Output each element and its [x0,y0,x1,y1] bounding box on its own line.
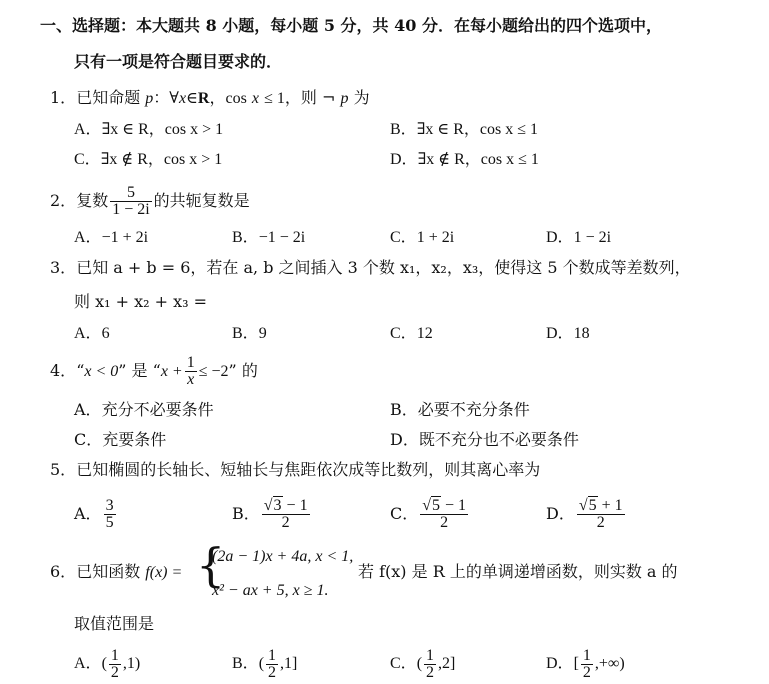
option-fraction [577,498,625,531]
option-label: B． [232,229,259,246]
question-4 [50,354,258,389]
q5-option-d[interactable] [546,496,627,532]
option-text: ∃x ∈ R，cos x ≤ 1 [416,121,538,138]
sqrt-sign: √ [578,497,588,514]
option-text: ∃x ∈ R，cos x > 1 [101,121,224,138]
radicand: 5 [432,497,441,514]
q1-x2: x [251,90,260,107]
frac-num [577,498,625,515]
q2-frac-den: 1 − 2i [112,201,150,218]
q5-option-c[interactable] [390,496,470,532]
q4-expr-pre: x + [160,363,183,380]
q4-option-b[interactable] [390,400,530,420]
option-fraction [109,648,121,681]
option-text: 既不充分也不必要条件 [418,430,579,449]
q6-case-2: x² − ax + 5, x ≥ 1. [212,582,329,599]
option-text: ∃x ∉ R，cos x > 1 [100,151,223,168]
option-label: A． [74,229,102,246]
q1-pre: 已知命题 [76,88,141,107]
q1-x: x [178,90,187,107]
option-fraction [266,648,278,681]
q6-post: 若 f(x) 是 R 上的单调递增函数，则实数 a 的 [358,562,678,581]
frac-num: 3 [105,497,114,514]
q2-frac-num: 5 [110,185,151,202]
option-label: B． [232,504,260,523]
q2-option-a[interactable] [74,228,148,248]
q2-option-d[interactable] [546,228,611,248]
q3-number: 3． [50,258,77,277]
option-label: C． [390,229,417,246]
interval-open: [ [573,655,579,672]
q1-then: ，则 ¬ [284,88,336,107]
frac-num: 1 [268,646,277,664]
option-fraction [262,498,310,531]
option-label: A． [74,400,102,419]
radicand: 5 [588,497,597,514]
q4-frac-den: x [187,371,195,388]
question-6 [50,562,182,583]
option-label: D． [390,430,419,449]
q1-cos: cos [225,90,247,107]
option-label: D． [546,504,575,523]
question-1 [50,88,370,109]
frac-num [420,498,468,515]
option-label: C． [74,430,103,449]
frac-num: 1 [110,646,119,664]
q4-option-d[interactable] [390,430,579,450]
q1-tail: 为 [353,88,370,107]
q6-brace: { [196,538,226,592]
q1-in: ∈ [186,90,198,107]
q4-number: 4． [50,361,77,380]
option-text: 1 + 2i [416,229,455,246]
q2-post: 的共轭复数是 [153,191,250,210]
frac-rest: − 1 [282,497,308,514]
q5-option-a[interactable] [74,496,118,532]
option-label: D． [546,655,574,672]
frac-den: 2 [440,514,449,531]
question-3 [50,258,691,278]
frac-den: 2 [582,663,591,681]
interval-close: ,1] [280,655,298,672]
q2-fraction [110,185,151,218]
q4-option-a[interactable] [74,400,214,420]
q5-number: 5． [50,460,77,479]
question-5 [50,460,540,480]
q6-option-c[interactable] [390,646,455,682]
option-label: B． [232,325,259,342]
interval-open: ( [416,655,423,672]
q6-option-a[interactable] [74,646,140,682]
q4-fraction [185,355,197,388]
q1-cond: ≤ 1 [264,90,285,107]
q1-prop: p [145,90,154,107]
q2-number: 2． [50,191,77,210]
option-text: −1 − 2i [258,229,306,246]
interval-close: ,2] [438,655,456,672]
q1-option-b[interactable] [390,120,538,140]
option-text: 18 [573,325,590,342]
option-fraction [104,498,116,531]
q6-option-b[interactable] [232,646,297,682]
option-text: 6 [101,325,110,342]
interval-close: ,1) [122,655,141,672]
q4-frac-num: 1 [186,354,195,371]
q5-option-b[interactable] [232,496,312,532]
interval-open: ( [101,655,107,672]
frac-num: 1 [582,646,591,664]
q5-text: 已知椭圆的长轴长、短轴长与焦距依次成等比数列，则其离心率为 [76,460,541,479]
option-label: B． [390,400,418,419]
q6-option-d[interactable] [546,646,625,682]
q1-p2: p [340,90,349,107]
option-text: 充分不必要条件 [101,400,214,419]
q3-option-c[interactable] [390,324,433,344]
option-text: 12 [416,325,433,342]
q3-option-a[interactable] [74,324,110,344]
frac-rest: − 1 [441,497,467,514]
sqrt-sign: √ [263,497,273,514]
section-title-cont: 只有一项是符合题目要求的． [74,52,283,71]
option-label: C． [390,325,417,342]
frac-den: 5 [105,514,114,531]
q4-open: “ [76,361,85,380]
q6-number: 6． [50,562,77,581]
option-label: B． [390,121,417,138]
option-label: A． [74,121,102,138]
frac-den: 2 [281,514,290,531]
interval-close: ,+∞) [594,655,625,672]
option-text: 充要条件 [102,430,167,449]
q3-line2: 则 x₁ + x₂ + x₃ = [74,292,208,311]
q2-option-c[interactable] [390,228,454,248]
option-label: D． [390,151,418,168]
q1-forall: ：∀ [153,90,179,107]
q2-option-b[interactable] [232,228,305,248]
q4-is: ” 是 “ [118,361,161,380]
q4-tail: ” 的 [228,361,258,380]
option-fraction [420,498,468,531]
question-2 [50,184,250,218]
q6-fx: f(x) = [145,564,183,581]
q1-option-d[interactable] [390,150,539,170]
option-label: B． [232,655,259,672]
q4-cond1: x < 0 [84,363,119,380]
sqrt-sign: √ [422,497,432,514]
q4-option-c[interactable] [74,430,166,450]
frac-den: 2 [268,663,277,681]
option-label: D． [546,229,574,246]
radicand: 3 [273,497,282,514]
frac-den: 2 [110,663,119,681]
q2-pre: 复数 [76,191,109,210]
option-label: A． [74,325,102,342]
option-label: C． [390,504,419,523]
option-label: D． [546,325,574,342]
frac-den: 2 [426,663,435,681]
option-fraction [424,648,436,681]
frac-num [262,498,310,515]
option-text: ∃x ∉ R，cos x ≤ 1 [417,151,539,168]
q3-option-d[interactable] [546,324,590,344]
q6-line2: 取值范围是 [74,614,155,633]
option-label: A． [74,504,102,523]
option-text: 9 [258,325,267,342]
option-label: A． [74,655,102,672]
q1-comma: ， [209,88,226,107]
option-label: C． [74,151,101,168]
q1-option-a[interactable] [74,120,223,140]
q1-option-c[interactable] [74,150,222,170]
option-label: C． [390,655,417,672]
option-text: 必要不充分条件 [417,400,530,419]
q6-case-1: (2a − 1)x + 4a, x < 1, [212,548,354,565]
interval-open: ( [258,655,265,672]
q3-option-b[interactable] [232,324,267,344]
frac-num: 1 [426,646,435,664]
q6-pre: 已知函数 [76,562,141,581]
q3-line1: 已知 a + b = 6，若在 a, b 之间插入 3 个数 x₁，x₂，x₃，使得这 5 个数成等差数列， [76,258,691,277]
frac-den: 2 [596,514,605,531]
frac-rest: + 1 [597,497,623,514]
q1-R: R [197,90,210,107]
option-text: −1 + 2i [101,229,149,246]
section-title: 一、选择题：本大题共 8 小题，每小题 5 分，共 40 分．在每小题给出的四个选项中， [40,16,662,35]
q4-expr-post: ≤ −2 [198,363,229,380]
option-text: 1 − 2i [573,229,612,246]
option-fraction [581,648,593,681]
q1-number: 1． [50,88,77,107]
